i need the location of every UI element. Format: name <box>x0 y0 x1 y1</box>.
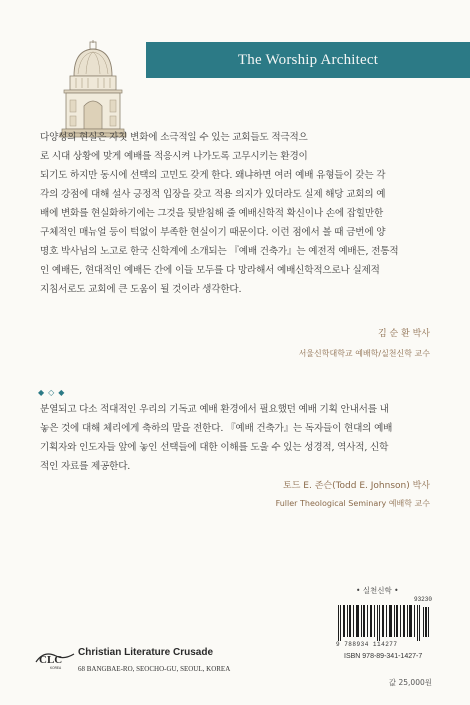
book-title: The Worship Architect <box>237 51 379 68</box>
barcode-bars <box>336 605 432 641</box>
church-dome-illustration <box>58 40 128 138</box>
clc-logo-icon <box>34 648 76 670</box>
barcode-digits: 9 788934 114277 <box>336 641 398 648</box>
endorsement-paragraph-1: 다양성의 현실은 자칫 변화에 소극적일 수 있는 교회들도 적극적으 로 시대 상황에 맞게 예배를 적응시켜 나가도록 고무시키는 환경이 되기도 하지만 동시에 선택의 고민도 갖게 한다. 왜냐하면 여러 예배 유형들이 갖는 각 각의 강점에 대해 설사 긍정적 입장을 갖고 적용 의지가 있더라도 실제 해당 교회의 예 배에 변화를 현실화하기에는 그것을 뒷받침해 줄 예배신학적 확신이나 손에 잡힐만한 구체적인 매뉴얼 등이 턱없이 부족한 현실이기 때문이다. 이런 점에서 볼 때 금번에 양 명호 박사님의 노고로 한국 신학계에 소개되는 『예배 건축가』는 예전적 예배든, 전통적 인 예배든, 현대적인 예배든 간에 이들 모두를 다 망라해서 예배신학적으로나 실제적 지침서로도 교회에 큰 도움이 될 것이라 생각한다. <box>40 132 399 295</box>
publisher-address: 68 BANGBAE-RO, SEOCHO-GU, SEOUL, KOREA <box>78 665 231 673</box>
barcode-price-code: 93230 <box>413 596 432 603</box>
endorsement-paragraph-2: 분열되고 다소 적대적인 우리의 기독교 예배 환경에서 필요했던 예배 기획 안내서를 내 놓은 것에 대해 체리에게 축하의 말을 전한다. 『예배 건축가』는 독자들이 현대의 예배 기획자와 인도자들 앞에 놓인 선택들에 대한 이해를 도울 수 있는 성경적, 역사적, 신학 적인 자료를 제공한다. <box>40 404 393 472</box>
endorser-affiliation-1: 서울신학대학교 예배학/실천신학 교수 <box>298 349 430 358</box>
logo-subtext: KOREA <box>50 666 62 670</box>
endorser-name-2: 토드 E. 존슨(Todd E. Johnson) 박사 <box>283 481 430 491</box>
category-label: • 실천신학 • <box>356 586 399 595</box>
book-price: 값 25,000원 <box>388 678 432 687</box>
logo-text: CLC <box>39 654 63 666</box>
title-banner <box>146 42 470 78</box>
publisher-name: Christian Literature Crusade <box>78 647 214 658</box>
barcode <box>336 597 432 649</box>
section-divider-icon: ◆◇◆ <box>38 388 69 397</box>
isbn-number: ISBN 978-89-341-1427-7 <box>344 653 423 660</box>
endorser-affiliation-2: Fuller Theological Seminary 예배학 교수 <box>275 499 430 508</box>
endorser-name-1: 김 순 환 박사 <box>377 329 430 339</box>
